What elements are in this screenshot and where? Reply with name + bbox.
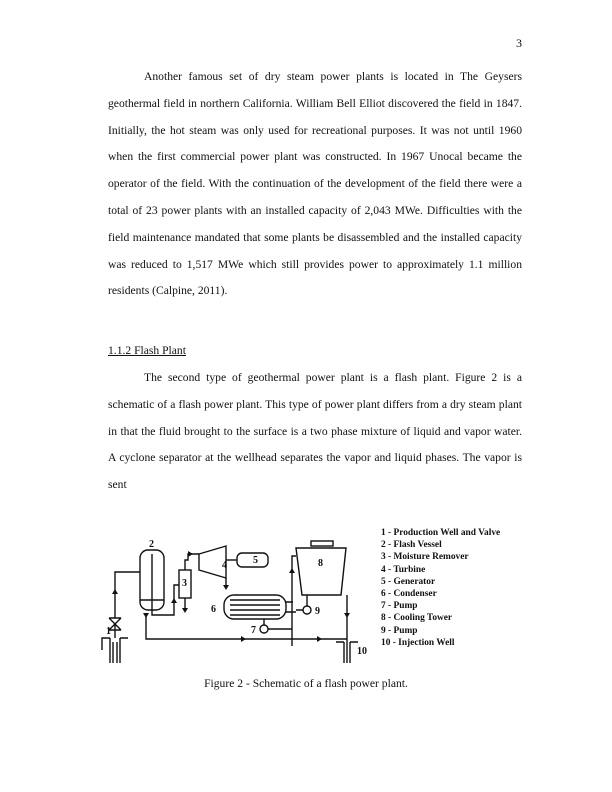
legend-item: 9 - Pump <box>381 625 418 636</box>
legend-item: 1 - Production Well and Valve <box>381 528 501 538</box>
legend-item: 8 - Cooling Tower <box>381 613 453 624</box>
legend-item: 3 - Moisture Remover <box>381 552 469 563</box>
legend-item: 4 - Turbine <box>381 564 426 575</box>
body-text-top <box>108 64 522 305</box>
label-8: 8 <box>318 558 323 569</box>
legend-item: 10 - Injection Well <box>381 637 455 648</box>
label-10: 10 <box>357 646 367 657</box>
label-5: 5 <box>253 555 258 566</box>
label-4: 4 <box>222 560 227 571</box>
schematic-diagram <box>96 518 381 663</box>
legend-item: 7 - Pump <box>381 601 418 612</box>
label-2: 2 <box>149 539 154 550</box>
paragraph-geysers: Another famous set of dry steam power plants is located in The Geysers geothermal field in northern California. William Bell Elliot discovered the field in 1847. Initially, the hot steam was only used for recreational purposes. It was not until 1960 when the first commercial power plant was constructed. In 1967 Unocal became the operator of the field. With the continuation of the development of the field there were a total of 23 power plants with an installed capacity of 2,043 MWe. Difficulties with the field maintenance mandated that some plants be disassembled and the installed capacity was reduced to 1,517 MWe which still provides power to approximately 1.1 million residents (Calpine, 2011). <box>108 70 522 298</box>
legend-item: 5 - Generator <box>381 576 436 587</box>
section-heading: 1.1.2 Flash Plant <box>108 344 186 357</box>
label-1: 1 <box>106 626 111 637</box>
legend-item: 6 - Condenser <box>381 589 437 600</box>
label-3: 3 <box>182 578 187 589</box>
figure-legend <box>381 527 500 649</box>
body-text-flash <box>108 365 522 499</box>
paragraph-flash-plant: The second type of geothermal power plant is a flash plant. Figure 2 is a schematic of a flash power plant. This type of power plant differs from a dry steam plant in that the fluid brought to the surface is a two phase mixture of liquid and vapor water. A cyclone separator at the wellhead separates the vapor and liquid phases. The vapor is sent <box>108 371 522 492</box>
page-number: 3 <box>516 36 522 50</box>
label-7: 7 <box>251 625 256 636</box>
legend-item: 2 - Flash Vessel <box>381 540 442 551</box>
label-6: 6 <box>211 604 216 615</box>
label-9: 9 <box>315 606 320 617</box>
figure-caption: Figure 2 - Schematic of a flash power plant. <box>204 677 408 690</box>
